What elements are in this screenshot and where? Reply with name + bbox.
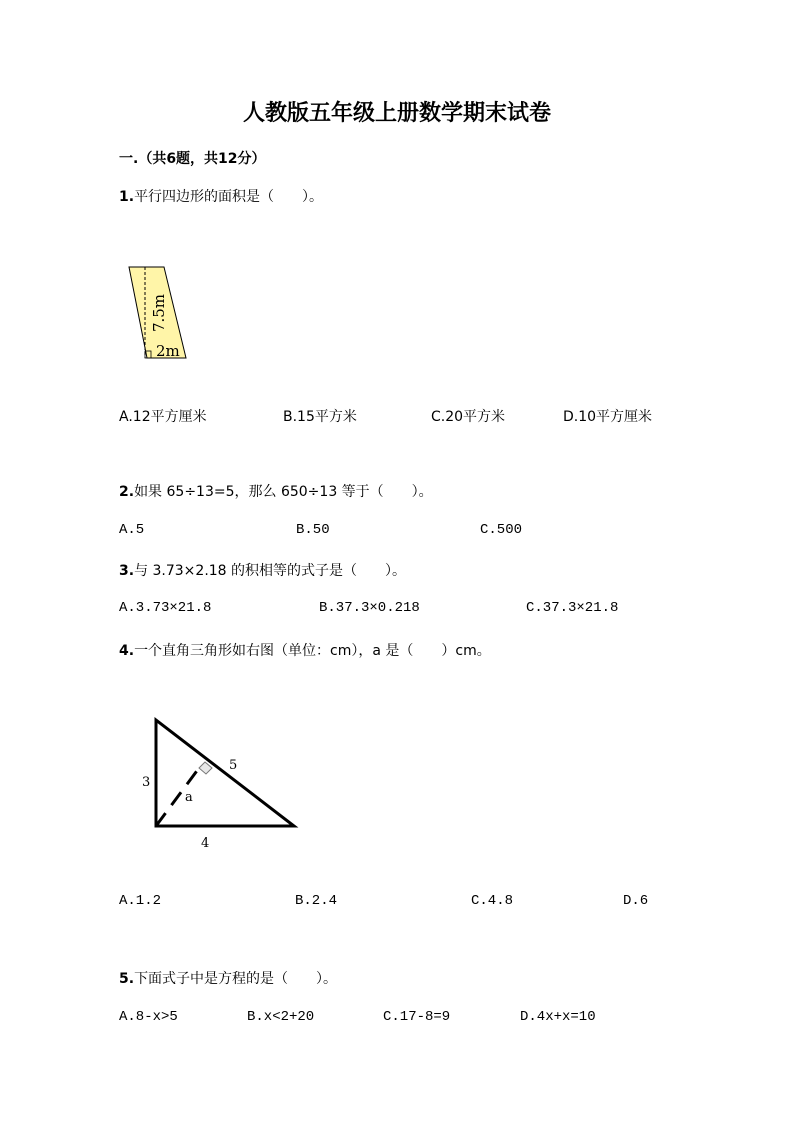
question-number: 4. [119, 643, 135, 659]
q5-option-c: C.17-8=9 [383, 1009, 451, 1025]
q5-option-a: A.8-x>5 [119, 1009, 178, 1025]
q3-option-c: C.37.3×21.8 [526, 600, 619, 616]
question-number: 1. [119, 189, 135, 205]
q1-option-c: C.20平方米 [431, 409, 506, 425]
question-number: 2. [119, 484, 135, 500]
page-title: 人教版五年级上册数学期末试卷 [242, 100, 551, 126]
question-text: 一个直角三角形如右图（单位：cm），a 是（ ）cm。 [134, 643, 491, 659]
question-2 [119, 481, 433, 501]
q5-option-b: B.x<2+20 [247, 1009, 315, 1025]
q1-option-a: A.12平方厘米 [119, 409, 207, 425]
q4-option-a: A.1.2 [119, 893, 162, 909]
question-text: 平行四边形的面积是（ ）。 [134, 189, 324, 205]
q4-option-c: C.4.8 [471, 893, 514, 909]
question-3 [119, 560, 406, 580]
parallelogram-figure [120, 260, 200, 370]
question-text: 下面式子中是方程的是（ ）。 [134, 971, 338, 987]
question-5 [119, 968, 337, 988]
q4-option-b: B.2.4 [295, 893, 338, 909]
side-4-label: 4 [201, 836, 210, 851]
q1-option-d: D.10平方厘米 [563, 409, 653, 425]
q3-option-b: B.37.3×0.218 [319, 600, 420, 616]
triangle-shape [156, 720, 294, 826]
q3-option-a: A.3.73×21.8 [119, 600, 212, 616]
base-label: 2m [156, 342, 180, 360]
q4-option-d: D.6 [623, 893, 649, 909]
question-text: 如果 65÷13=5，那么 650÷13 等于（ ）。 [134, 484, 433, 500]
question-text: 与 3.73×2.18 的积相等的式子是（ ）。 [134, 563, 407, 579]
side-5-label: 5 [229, 758, 238, 773]
q2-option-b: B.50 [296, 522, 330, 538]
right-triangle-figure [135, 710, 305, 855]
question-number: 3. [119, 563, 135, 579]
question-1 [119, 186, 323, 206]
right-angle-mark [199, 762, 212, 774]
altitude-a-label: a [185, 790, 193, 805]
q1-option-b: B.15平方米 [283, 409, 357, 425]
q2-option-a: A.5 [119, 522, 145, 538]
question-number: 5. [119, 971, 135, 987]
q5-option-d: D.4x+x=10 [520, 1009, 596, 1025]
side-3-label: 3 [142, 775, 151, 790]
section-header: 一.（共6题，共12分） [119, 151, 266, 167]
q2-option-c: C.500 [480, 522, 523, 538]
height-label: 7.5m [150, 293, 168, 333]
question-4 [119, 640, 491, 660]
